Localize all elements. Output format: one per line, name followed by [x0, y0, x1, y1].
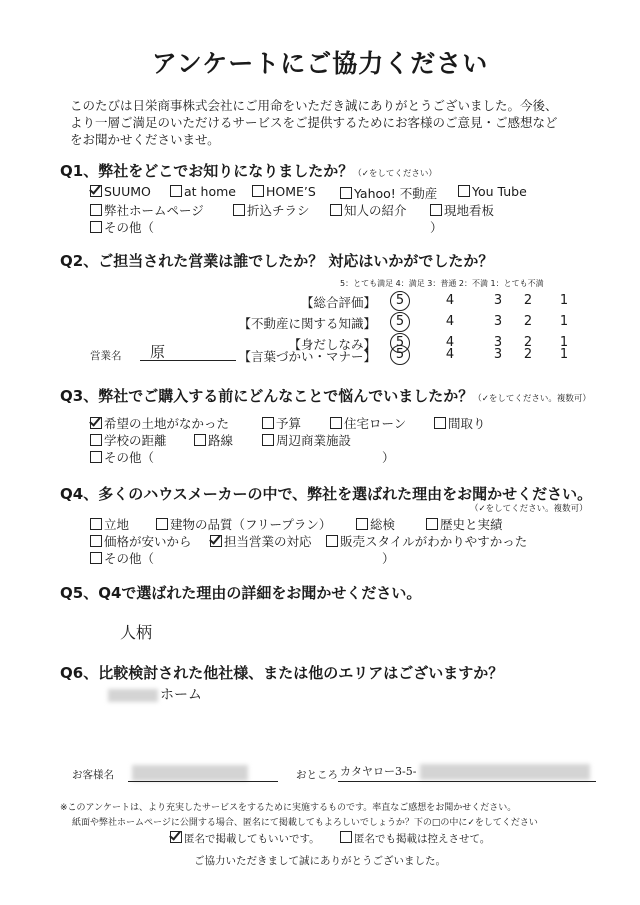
q1-option-other[interactable]: その他（	[90, 218, 154, 236]
q5-answer[interactable]: 人柄	[120, 623, 153, 642]
q1-label: Q1、弊社をどこでお知りになりましたか？	[60, 162, 354, 180]
rating-option-2-1[interactable]: 1	[559, 314, 569, 329]
checkbox[interactable]	[330, 417, 342, 429]
checkbox[interactable]	[90, 221, 102, 233]
q2-heading: Q2、ご担当された営業は誰でしたか？ 対応はいかがでしたか？	[60, 252, 494, 270]
checkbox-checked[interactable]	[90, 417, 102, 429]
checkbox[interactable]	[340, 831, 352, 843]
rating-option-4-1[interactable]: 1	[559, 347, 569, 362]
q1-option-athome[interactable]: at home	[170, 184, 236, 199]
q3-option-loan[interactable]: 住宅ローン	[330, 414, 406, 432]
address-label: おところ	[296, 769, 338, 781]
checkbox[interactable]	[90, 451, 102, 463]
checkbox[interactable]	[426, 518, 438, 530]
q3-option-other[interactable]: その他（	[90, 448, 154, 466]
checkbox[interactable]	[326, 535, 338, 547]
rating-selected-circle	[390, 345, 410, 365]
q4-option-sales-style[interactable]: 販売スタイルがわかりやすかった	[326, 532, 527, 550]
checkbox-checked[interactable]	[210, 535, 222, 547]
redacted-company	[108, 689, 158, 702]
rating-option-2-5[interactable]: 5	[395, 314, 405, 329]
checkbox[interactable]	[252, 185, 264, 197]
q1-note: （✓をしてください）	[353, 169, 437, 179]
rating-selected-circle	[390, 312, 410, 332]
q3-option-budget[interactable]: 予算	[262, 414, 301, 432]
q5-heading: Q5、Q4で選ばれた理由の詳細をお聞かせください。	[60, 584, 422, 602]
redacted-address	[420, 764, 590, 780]
q4-other-close: ）	[382, 551, 395, 566]
checkbox[interactable]	[90, 535, 102, 547]
rating-option-2-3[interactable]: 3	[493, 314, 503, 329]
checkbox[interactable]	[233, 204, 245, 216]
checkbox[interactable]	[430, 204, 442, 216]
checkbox[interactable]	[90, 204, 102, 216]
checkbox[interactable]	[90, 434, 102, 446]
q1-option-flyer[interactable]: 折込チラシ	[233, 201, 310, 219]
intro-line-2: より一層ご満足のいただけるサービスをご提供するためにお客様のご意見・ご感想など	[70, 115, 558, 130]
customer-name-label: お客様名	[72, 769, 114, 781]
rating-scale-legend: 5：とても満足 4：満足 3：普通 2：不満 1：とても不満	[340, 279, 544, 288]
rating-option-4-5[interactable]: 5	[395, 347, 405, 362]
page-title: アンケートにご協力ください	[151, 49, 489, 78]
consent-decline[interactable]: 匿名でも掲載は控えさせて。	[340, 831, 490, 846]
q4-option-other[interactable]: その他（	[90, 549, 154, 567]
checkbox[interactable]	[330, 204, 342, 216]
thanks-message: ご協力いただきまして誠にありがとうございました。	[194, 855, 446, 867]
checkbox[interactable]	[434, 417, 446, 429]
rating-option-4-2[interactable]: 2	[523, 347, 533, 362]
rating-selected-circle	[390, 291, 410, 311]
q1-heading	[60, 160, 437, 181]
q3-other-close: ）	[382, 450, 395, 465]
q3-option-line[interactable]: 路線	[194, 431, 233, 449]
rating-option-1-4[interactable]: 4	[445, 293, 455, 308]
q3-option-shops[interactable]: 周辺商業施設	[262, 431, 351, 449]
rating-option-3-4[interactable]: 4	[445, 335, 455, 350]
address-partial[interactable]: カタヤロー3-5-	[340, 765, 417, 778]
customer-name-line	[128, 781, 278, 782]
rating-option-1-1[interactable]: 1	[559, 293, 569, 308]
q4-option-history[interactable]: 歴史と実績	[426, 515, 503, 533]
sales-rep-label: 営業名	[90, 350, 122, 362]
rating-label-overall: 【総合評価】	[300, 295, 376, 310]
q3-label: Q3、弊社でご購入する前にどんなことで悩んでいましたか？	[60, 387, 474, 405]
q4-option-staff[interactable]: 担当営業の対応	[210, 532, 312, 550]
q3-option-school[interactable]: 学校の距離	[90, 431, 167, 449]
q1-option-suumo[interactable]: SUUMO	[90, 184, 151, 199]
q1-other-close: ）	[430, 220, 443, 235]
checkbox-checked[interactable]	[170, 831, 182, 843]
checkbox[interactable]	[156, 518, 168, 530]
rating-option-3-5[interactable]: 5	[395, 335, 405, 350]
intro-line-1: このたびは日栄商事株式会社にご用命をいただき誠にありがとうございました。今後、	[70, 98, 558, 113]
intro-line-3: をお聞かせくださいませ。	[70, 132, 220, 147]
q3-option-land[interactable]: 希望の土地がなかった	[90, 414, 229, 432]
rating-option-3-1[interactable]: 1	[559, 335, 569, 350]
rating-option-4-3[interactable]: 3	[493, 347, 503, 362]
q1-option-homes[interactable]: HOME’S	[252, 184, 316, 199]
q4-option-quality[interactable]: 建物の品質（フリープラン）	[156, 515, 331, 533]
q1-option-referral[interactable]: 知人の紹介	[330, 201, 407, 219]
q4-option-inspection[interactable]: 総検	[356, 515, 395, 533]
checkbox[interactable]	[90, 552, 102, 564]
rating-option-1-5[interactable]: 5	[395, 293, 405, 308]
checkbox[interactable]	[356, 518, 368, 530]
redacted-name	[132, 765, 248, 781]
q4-heading: Q4、多くのハウスメーカーの中で、弊社を選ばれた理由をお聞かせください。	[60, 485, 593, 503]
q1-option-signboard[interactable]: 現地看板	[430, 201, 494, 219]
q3-option-layout[interactable]: 間取り	[434, 414, 486, 432]
q4-note: （✓をしてください。複数可）	[470, 504, 588, 514]
consent-anonymous-ok[interactable]: 匿名で掲載してもいいです。	[170, 831, 320, 846]
rating-option-3-3[interactable]: 3	[493, 335, 503, 350]
checkbox[interactable]	[90, 518, 102, 530]
q3-heading	[60, 385, 591, 406]
rating-option-4-4[interactable]: 4	[445, 347, 455, 362]
checkbox[interactable]	[262, 417, 274, 429]
rating-option-1-2[interactable]: 2	[523, 293, 533, 308]
rating-option-1-3[interactable]: 3	[493, 293, 503, 308]
footer-note-2: 紙面や弊社ホームページに公開する場合、匿名にて掲載してもよろしいでしょうか？下の□の中に✓をしてください	[72, 818, 538, 828]
footer-note-1: ※このアンケートは、より充実したサービスをするために実施するものです。率直なご感想をお聞かせください。	[60, 803, 517, 813]
checkbox[interactable]	[458, 185, 470, 197]
q4-option-location[interactable]: 立地	[90, 515, 129, 533]
checkbox[interactable]	[170, 185, 182, 197]
checkbox[interactable]	[262, 434, 274, 446]
q1-option-homepage[interactable]: 弊社ホームページ	[90, 201, 204, 219]
checkbox-checked[interactable]	[90, 185, 102, 197]
rating-option-2-4[interactable]: 4	[445, 314, 455, 329]
address-line	[338, 781, 596, 782]
rating-label-appearance: 【身だしなみ】	[288, 337, 376, 352]
sales-rep-name[interactable]: 原	[150, 343, 166, 361]
q1-option-youtube[interactable]: You Tube	[458, 184, 527, 199]
q4-option-price[interactable]: 価格が安いから	[90, 532, 192, 550]
checkbox[interactable]	[194, 434, 206, 446]
rating-option-3-2[interactable]: 2	[523, 335, 533, 350]
rating-label-knowledge: 【不動産に関する知識】	[238, 316, 376, 331]
q6-answer[interactable]: ホーム	[160, 687, 202, 703]
rating-option-2-2[interactable]: 2	[523, 314, 533, 329]
q3-note: （✓をしてください。複数可）	[473, 394, 591, 404]
checkbox[interactable]	[340, 187, 352, 199]
q1-option-yahoo[interactable]: Yahoo! 不動産	[340, 184, 437, 202]
q6-heading: Q6、比較検討された他社様、または他のエリアはございますか？	[60, 664, 504, 682]
rating-label-manners: 【言葉づかい・マナー】	[238, 349, 376, 364]
